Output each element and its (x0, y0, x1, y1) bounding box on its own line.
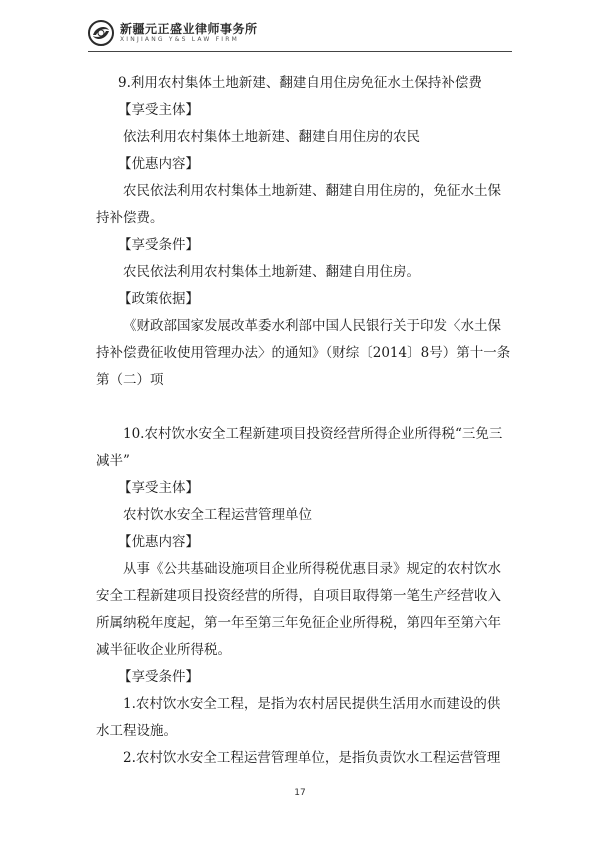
section9-heading-subject: 【享受主体】 (118, 102, 199, 118)
firm-name-en: XINJIANG Y&S LAW FIRM (120, 36, 239, 43)
section10-heading-content: 【优惠内容】 (118, 534, 199, 550)
section9-heading-basis: 【政策依据】 (118, 291, 199, 307)
section10-content: 从事《公共基础设施项目企业所得税优惠目录》规定的农村饮水安全工程新建项目投资经营的所得，自项目取得第一笔生产经营收入所属纳税年度起，第一年至第三年免征企业所得税，第四年至第六年减半征收企业所得税。 (96, 561, 501, 658)
page-number: 17 (294, 788, 306, 798)
header-divider (88, 51, 512, 52)
section9-basis: 《财政部国家发展改革委水利部中国人民银行关于印发〈水土保持补偿费征收使用管理办法〉的通知》（财综〔2014〕8号）第十一条第（二）项 (96, 318, 511, 388)
section10-condition-2: 2.农村饮水安全工程运营管理单位，是指负责饮水工程运营管理 (123, 750, 501, 766)
section9-title: 9.利用农村集体土地新建、翻建自用住房免征水土保持补偿费 (118, 75, 482, 91)
page-header (88, 18, 518, 52)
section9-heading-content: 【优惠内容】 (118, 156, 199, 172)
section10-subject: 农村饮水安全工程运营管理单位 (123, 507, 312, 523)
section10-title: 10.农村饮水安全工程新建项目投资经营所得企业所得税“三免三减半” (96, 426, 503, 469)
section-gap (96, 394, 512, 421)
section10-heading-subject: 【享受主体】 (118, 480, 199, 496)
section9-subject: 依法利用农村集体土地新建、翻建自用住房的农民 (123, 129, 420, 145)
document-body (96, 70, 512, 772)
section9-condition: 农民依法利用农村集体土地新建、翻建自用住房。 (123, 264, 420, 280)
section10-heading-condition: 【享受条件】 (118, 669, 199, 685)
firm-name-cn: 新疆元正盛业律师事务所 (120, 22, 258, 36)
section10-condition-1: 1.农村饮水安全工程，是指为农村居民提供生活用水而建设的供水工程设施。 (96, 696, 501, 739)
section9-content: 农民依法利用农村集体土地新建、翻建自用住房的，免征水土保持补偿费。 (96, 183, 501, 226)
firm-logo-icon (88, 20, 114, 46)
section9-heading-condition: 【享受条件】 (118, 237, 199, 253)
